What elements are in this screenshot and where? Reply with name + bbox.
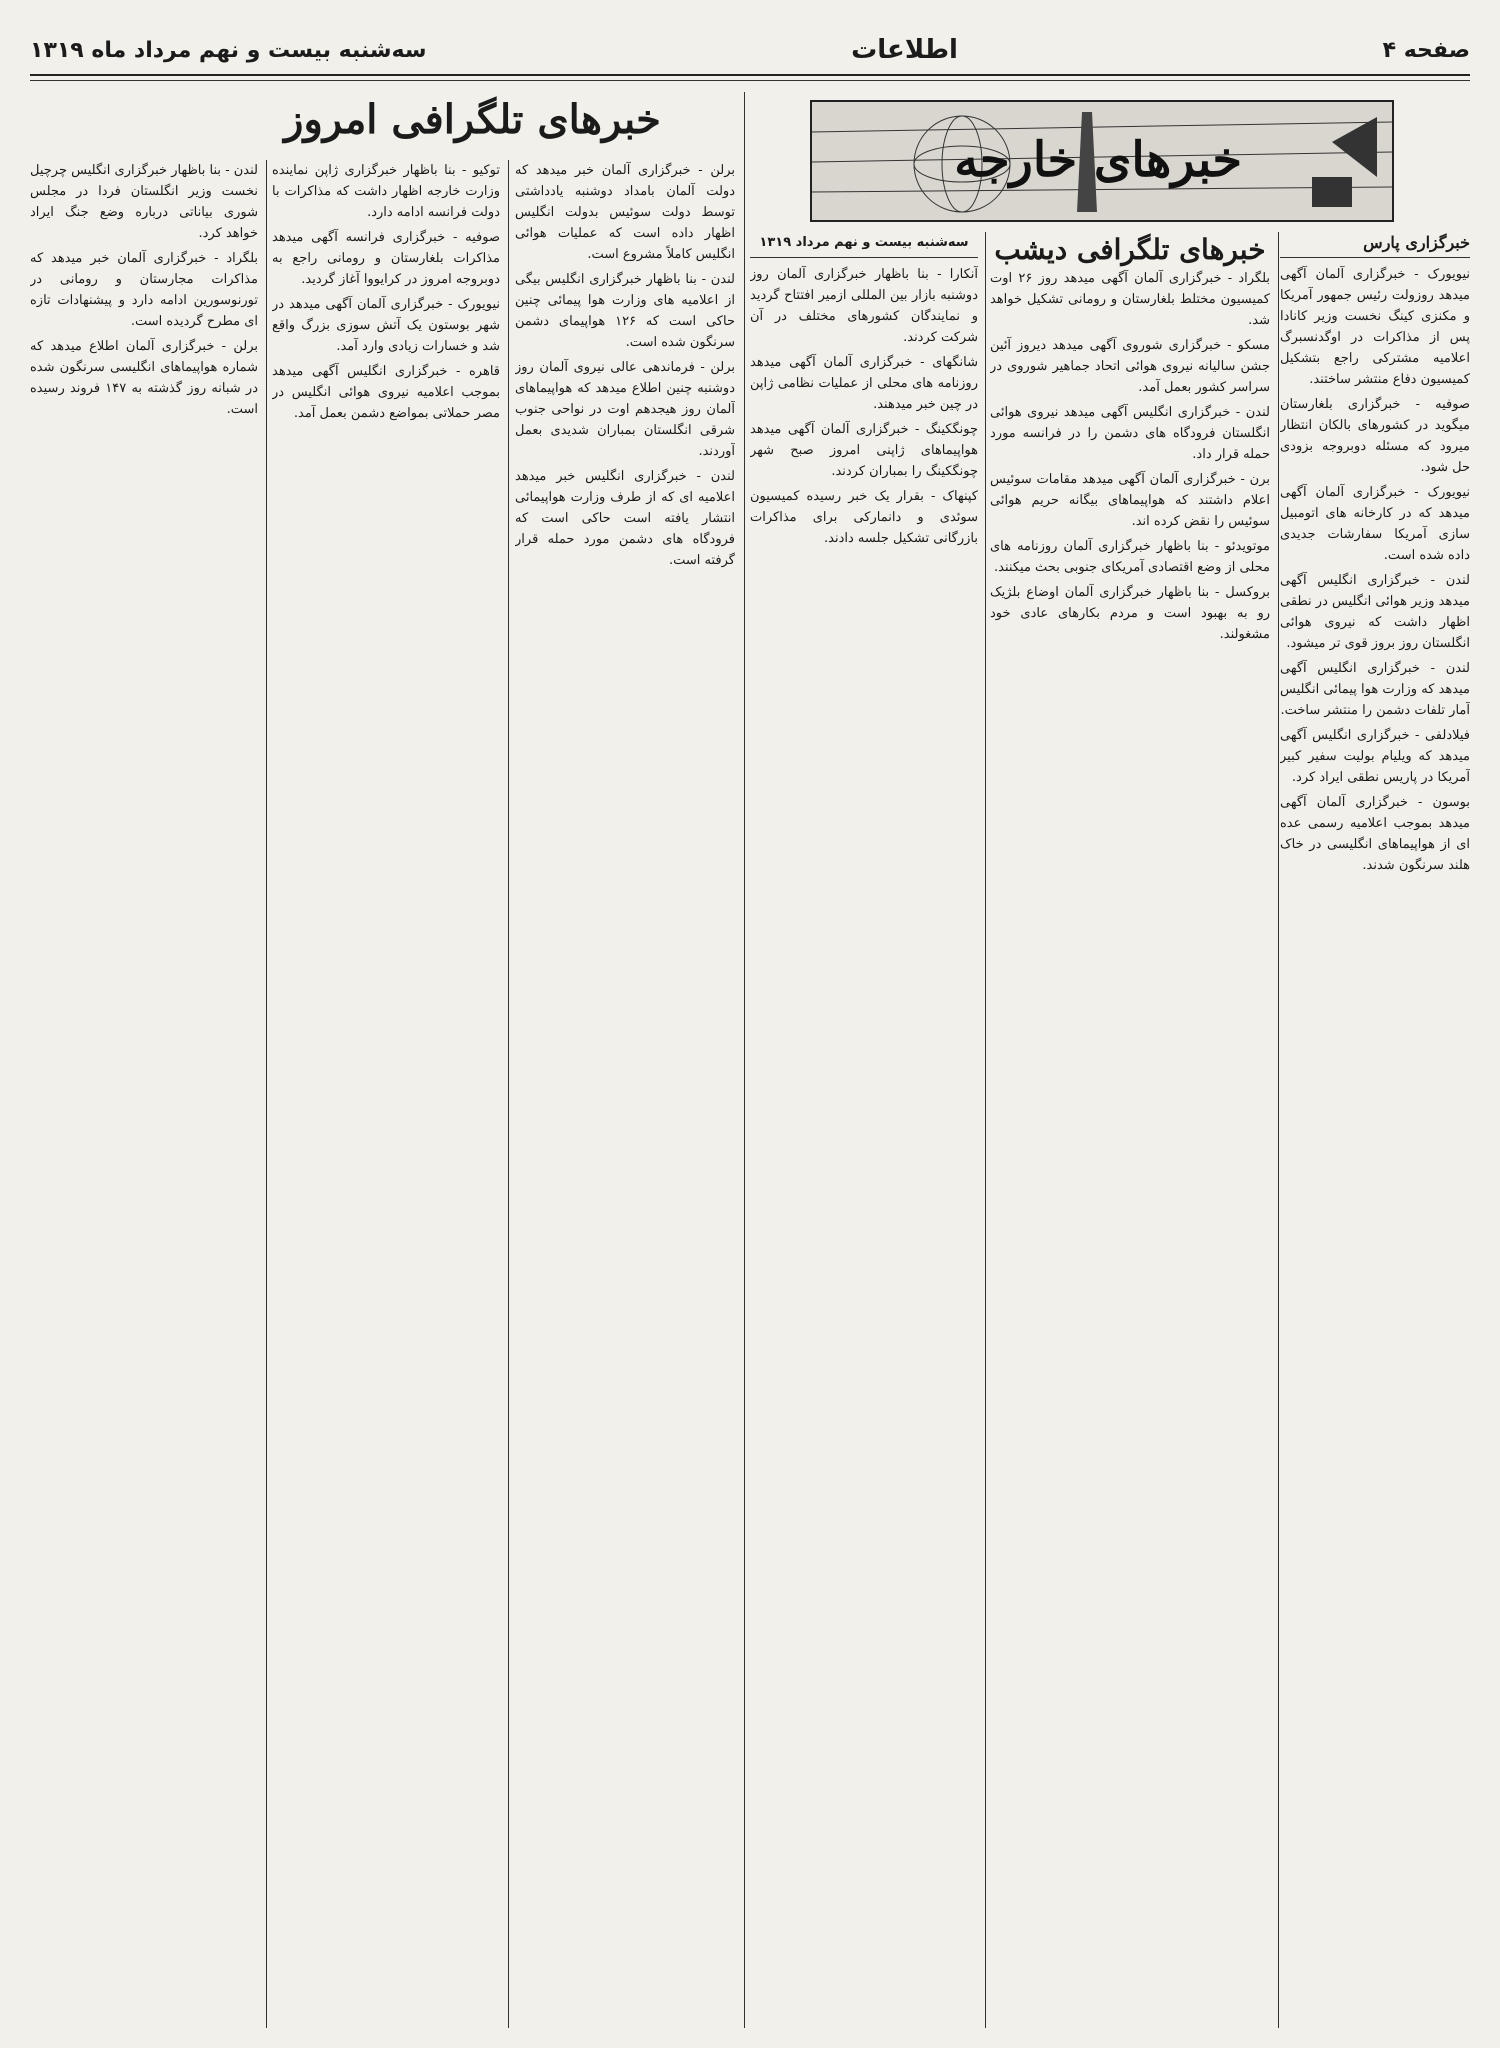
news-item: چونگکینگ - خبرگزاری آلمان آگهی میدهد هواپیماهای ژاپنی امروز صبح شهر چونگکینگ را بمباران کردند.	[750, 422, 978, 479]
right-column-2	[990, 232, 1270, 2028]
news-item: موتویدئو - بنا باظهار خبرگزاری آلمان روزنامه های محلی از وضع اقتصادی آمریکای جنوبی بحث میکنند.	[990, 539, 1270, 575]
news-item: بوسون - خبرگزاری آلمان آگهی میدهد بموجب اعلامیه رسمی عده ای از هواپیماهای انگلیسی در خاک هلند سرنگون شدند.	[1280, 795, 1470, 873]
news-item: توکیو - بنا باظهار خبرگزاری ژاپن نماینده وزارت خارجه اظهار داشت که مذاکرات با دولت فرانسه ادامه دارد.	[272, 163, 500, 220]
news-item: صوفیه - خبرگزاری فرانسه آگهی میدهد مذاکرات بلغارستان و رومانی راجع به دوبروجه امروز در کرایووا آغاز گردید.	[272, 230, 500, 287]
news-item: آنکارا - بنا باظهار خبرگزاری آلمان روز دوشنبه بازار بین المللی ازمیر افتتاح گردید و نمایندگان کشورهای مختلف در آن شرکت کردند.	[750, 267, 978, 345]
news-item: شانگهای - خبرگزاری آلمان آگهی میدهد روزنامه های محلی از عملیات نظامی ژاپن در چین خبر میدهند.	[750, 355, 978, 412]
news-item: نیویورک - خبرگزاری آلمان آگهی میدهد در شهر بوستون یک آتش سوزی بزرگ واقع شد و خسارات زیادی وارد آمد.	[272, 297, 500, 354]
issue-date: سه‌شنبه بیست و نهم مرداد ماه ۱۳۱۹	[30, 37, 427, 63]
left-column-1	[515, 160, 735, 2028]
paper-name: اطلاعات	[851, 35, 958, 65]
night-news-title: خبرهای تلگرافی دیشب	[994, 233, 1266, 266]
news-item: بلگراد - خبرگزاری آلمان آگهی میدهد روز ۲۶ اوت کمیسیون مختلط بلغارستان و رومانی تشکیل خواهد شد.	[990, 271, 1270, 328]
masthead-rule	[30, 74, 1470, 76]
today-news-title: خبرهای تلگرافی امروز	[284, 96, 661, 143]
right-column-1	[1280, 232, 1470, 2028]
column-divider	[985, 232, 986, 2028]
news-item: فیلادلفی - خبرگزاری انگلیس آگهی میدهد که ویلیام بولیت سفیر کبیر آمریکا در پاریس نطقی ایراد کرد.	[1280, 728, 1470, 785]
news-item: لندن - خبرگزاری انگلیس آگهی میدهد وزیر هوائی انگلیس در نطقی اظهار داشت که نیروی هوائی انگلستان روز بروز قوی تر میشود.	[1280, 573, 1470, 651]
news-item: برلن - خبرگزاری آلمان اطلاع میدهد که شماره هواپیماهای انگلیسی سرنگون شده در شبانه روز گذشته به ۱۴۷ فروند رسیده است.	[30, 339, 258, 417]
news-item: لندن - خبرگزاری انگلیس آگهی میدهد که وزارت هوا پیمائی انگلیس آمار تلفات دشمن را منتشر ساخت.	[1280, 661, 1470, 718]
foreign-news-banner	[810, 100, 1394, 222]
today-news-header	[30, 92, 735, 152]
right-column-3	[750, 232, 978, 2028]
news-item: بروکسل - بنا باظهار خبرگزاری آلمان اوضاع بلژیک رو به بهبود است و مردم بکارهای عادی خود مشغولند.	[990, 585, 1270, 642]
news-agency-byline: خبرگزاری پارس	[1363, 233, 1470, 252]
column-divider	[1278, 232, 1279, 2028]
masthead-rule-thin	[30, 80, 1470, 81]
column-divider	[266, 160, 267, 2028]
page-number: صفحه ۴	[1382, 37, 1470, 63]
news-item: لندن - بنا باظهار خبرگزاری انگلیس بیگی از اعلامیه های وزارت هوا پیمائی چنین حاکی است که ۱۲۶ هواپیمای دشمن سرنگون شده است.	[515, 272, 735, 350]
news-item: لندن - بنا باظهار خبرگزاری انگلیس چرچیل نخست وزیر انگلستان فردا در مجلس شوری بیاناتی درباره وضع جنگ ایراد خواهد کرد.	[30, 163, 258, 241]
news-item: قاهره - خبرگزاری انگلیس آگهی میدهد بموجب اعلامیه نیروی هوائی انگلیس در مصر حملاتی بمواضع دشمن بعمل آمد.	[272, 364, 500, 421]
column-divider	[508, 160, 509, 2028]
news-item: نیویورک - خبرگزاری آلمان آگهی میدهد روزولت رئیس جمهور آمریکا و مکنزی کینگ نخست وزیر کانادا پس از مذاکرات در اوگدنسبرگ اعلامیه مشترکی راجع بتشکیل کمیسیون دفاع منتشر ساختند.	[1280, 267, 1470, 387]
news-item: صوفیه - خبرگزاری بلغارستان میگوید در کشورهای بالکان انتظار میرود که مسئله دوبروجه بزودی حل شود.	[1280, 397, 1470, 475]
news-item: کپنهاک - بقرار یک خبر رسیده کمیسیون سوئدی و دانمارکی برای مذاکرات بازرگانی تشکیل جلسه دادند.	[750, 489, 978, 546]
section-divider	[744, 92, 745, 2028]
news-item: لندن - خبرگزاری انگلیس آگهی میدهد نیروی هوائی انگلستان فرودگاه های دشمن را در فرانسه مورد حمله قرار داد.	[990, 405, 1270, 462]
banner-title: خبرهای خارجه	[954, 132, 1242, 188]
left-column-3	[30, 160, 258, 2028]
news-item: مسکو - خبرگزاری شوروی آگهی میدهد دیروز آئین جشن سالیانه نیروی هوائی اتحاد جماهیر شوروی در سراسر کشور بعمل آمد.	[990, 338, 1270, 395]
left-column-2	[272, 160, 500, 2028]
news-item: برلن - فرماندهی عالی نیروی آلمان روز دوشنبه چنین اطلاع میدهد که هواپیماهای آلمان روز هیجدهم اوت در نواحی جنوب شرقی انگلستان بمباران شدیدی بعمل آوردند.	[515, 360, 735, 459]
news-item: نیویورک - خبرگزاری آلمان آگهی میدهد که در کارخانه های اتومبیل سازی آمریکا سفارشات جدیدی داده شده است.	[1280, 485, 1470, 563]
news-item: برلن - خبرگزاری آلمان خبر میدهد که دولت آلمان بامداد دوشنبه یادداشتی توسط دولت سوئیس بدولت انگلیس اظهار داده است که عملیات هوائی انگلیس کاملاً مشروع است.	[515, 163, 735, 262]
news-item: برن - خبرگزاری آلمان آگهی میدهد مقامات سوئیس اعلام داشتند که هواپیماهای بیگانه حریم هوائی سوئیس را نقض کرده اند.	[990, 472, 1270, 529]
news-item: لندن - خبرگزاری انگلیس خبر میدهد اعلامیه ای که از طرف وزارت هواپیمائی انتشار یافته است حاکی است که فرودگاه های دشمن مورد حمله قرار گرفته است.	[515, 469, 735, 568]
news-item: بلگراد - خبرگزاری آلمان خبر میدهد که مذاکرات مجارستان و رومانی در تورنوسورین ادامه دارد و پیشنهادات تازه ای مطرح گردیده است.	[30, 251, 258, 329]
night-news-date: سه‌شنبه بیست و نهم مرداد ۱۳۱۹	[759, 235, 969, 250]
masthead	[30, 28, 1470, 72]
